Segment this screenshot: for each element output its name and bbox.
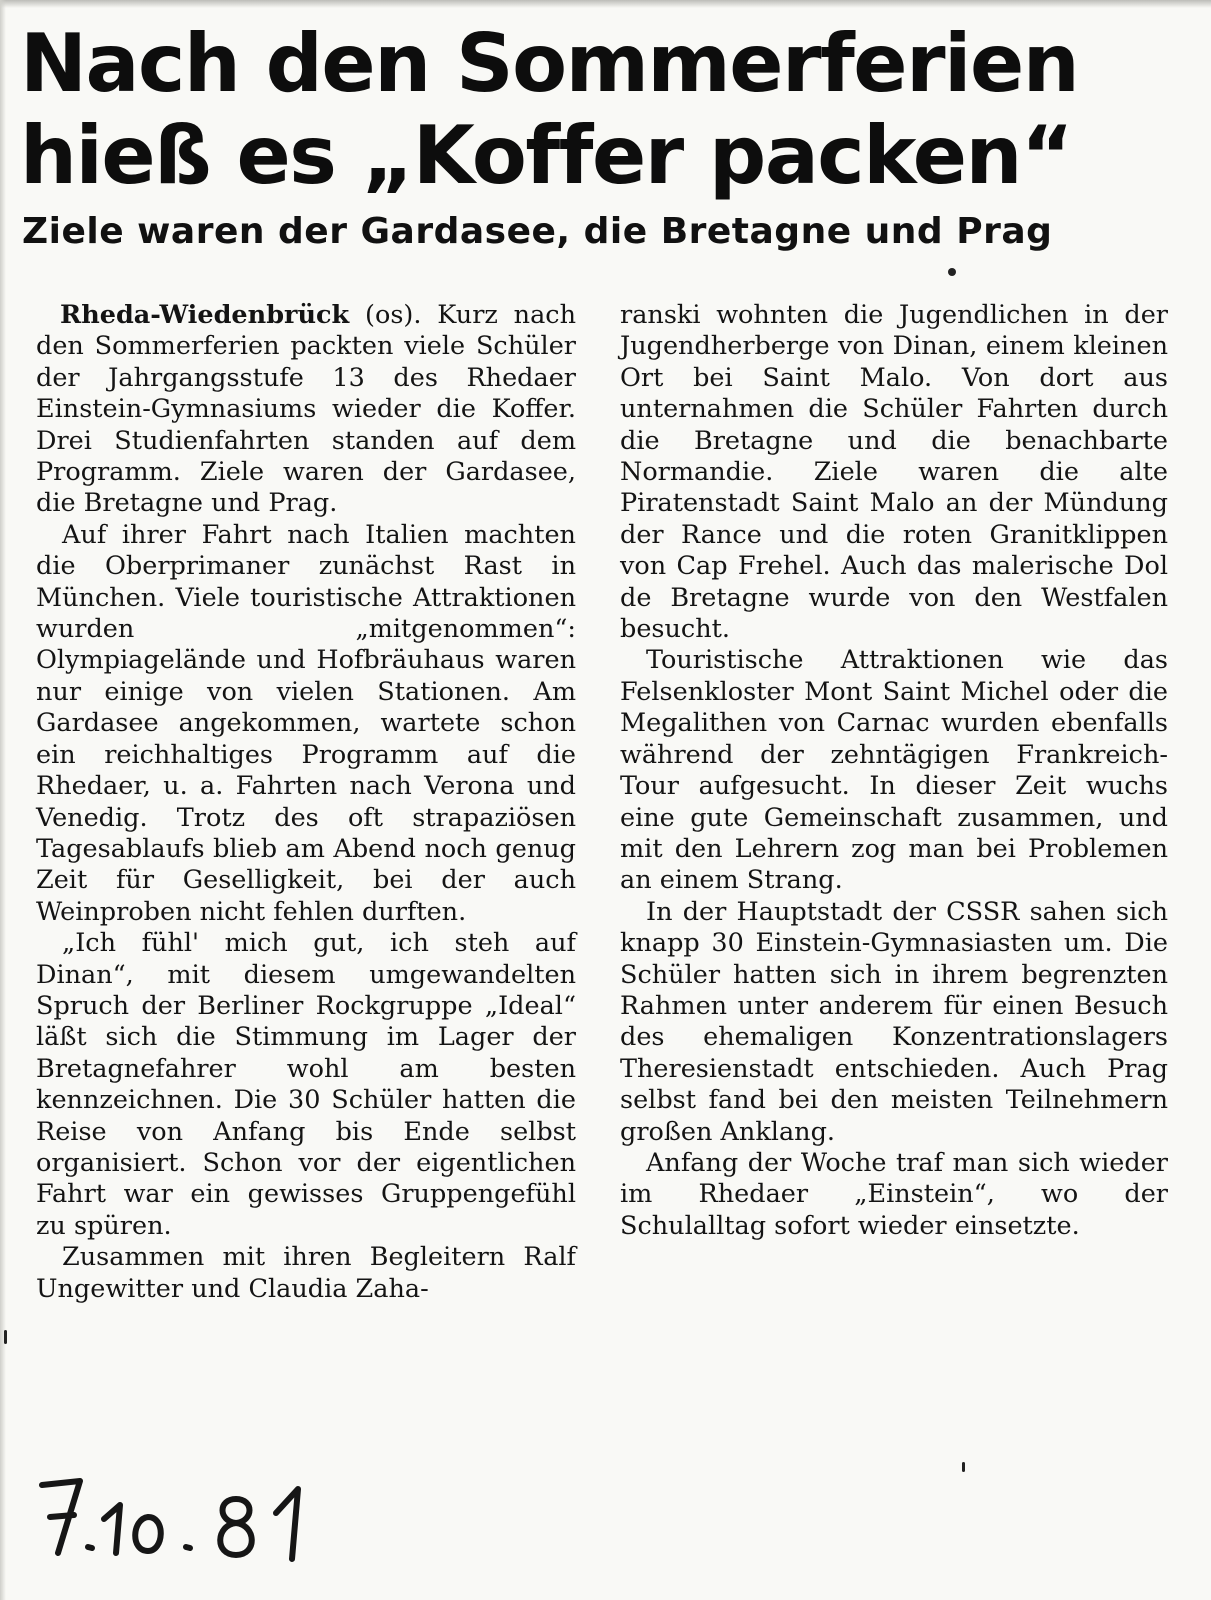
headline-line-2: hieß es „Koffer packen“ — [20, 109, 1073, 202]
scan-edge-top — [0, 0, 1211, 8]
article-paragraph: Touristische Attraktionen wie das Felsenkloster Mont Saint Michel oder die Megalithen von Carnac wurden ebenfalls während der zehntägigen Frankreich-Tour aufgesucht. In dieser Zeit wuchs eine gute Gemeinschaft zusammen, und mit den Lehrern zog man bei Problemen an einem Strang. — [620, 645, 1168, 896]
article-paragraph: Zusammen mit ihren Begleitern Ralf Ungewitter und Claudia Zaha- — [36, 1242, 576, 1304]
scan-speck — [948, 268, 956, 276]
handwritten-date-strokes — [36, 1455, 336, 1575]
article-paragraph — [36, 300, 576, 520]
article-paragraph: Anfang der Woche traf man sich wieder im Rhedaer „Einstein“, wo der Schulalltag sofort wieder einsetzte. — [620, 1147, 1168, 1241]
article-column-left — [36, 300, 576, 1305]
dateline: Rheda-Wiedenbrück — [60, 300, 350, 330]
article-paragraph-text: (os). Kurz nach den Sommerferien packten viele Schüler der Jahrgangsstufe 13 des Rhedaer Einstein-Gymnasiums wieder die Koffer. Drei Studienfahrten standen auf dem Programm. Ziele waren der Gardasee, die Bretagne und Prag. — [36, 300, 576, 519]
headline — [20, 18, 1190, 202]
article-paragraph: Auf ihrer Fahrt nach Italien machten die Oberprimaner zunächst Rast in München. Viele touristische Attraktionen wurden „mitgenommen“: Olympiagelände und Hofbräuhaus waren nur einige von vielen Stationen. Am Gardasee angekommen, wartete schon ein reichhaltiges Programm auf die Rhedaer, u. a. Fahrten nach Verona und Venedig. Trotz des oft strapaziösen Tagesablaufs blieb am Abend noch genug Zeit für Geselligkeit, bei der auch Weinproben nicht fehlen durften. — [36, 519, 576, 927]
scan-speck — [962, 1462, 965, 1472]
subheadline: Ziele waren der Gardasee, die Bretagne und Prag — [22, 211, 1053, 252]
article-column-right — [620, 300, 1168, 1242]
scan-speck — [4, 1330, 7, 1344]
article-paragraph: „Ich fühl' mich gut, ich steh auf Dinan“, mit diesem umgewandelten Spruch der Berliner Rockgruppe „Ideal“ läßt sich die Stimmung im Lager der Bretagnefahrer wohl am besten kennzeichnen. Die 30 Schüler hatten die Reise von Anfang bis Ende selbst organisiert. Schon vor der eigentlichen Fahrt war ein gewisses Gruppengefühl zu spüren. — [36, 928, 576, 1241]
scan-edge-left — [0, 0, 6, 1600]
handwritten-date — [36, 1455, 336, 1575]
article-paragraph: In der Hauptstadt der CSSR sahen sich knapp 30 Einstein-Gymnasiasten um. Die Schüler hatten sich in ihrem begrenzten Rahmen unter anderem für einen Besuch des ehemaligen Konzentrationslagers Theresienstadt entschieden. Auch Prag selbst fand bei den meisten Teilnehmern großen Anklang. — [620, 896, 1168, 1147]
article-paragraph: ranski wohnten die Jugendlichen in der Jugendherberge von Dinan, einem kleinen Ort bei Saint Malo. Von dort aus unternahmen die Schüler Fahrten durch die Bretagne und die benachbarte Normandie. Ziele waren die alte Piratenstadt Saint Malo an der Mündung der Rance und die roten Granitklippen von Cap Frehel. Auch das malerische Dol de Bretagne wurde von den Westfalen besucht. — [620, 300, 1168, 645]
headline-line-1: Nach den Sommerferien — [20, 17, 1079, 110]
